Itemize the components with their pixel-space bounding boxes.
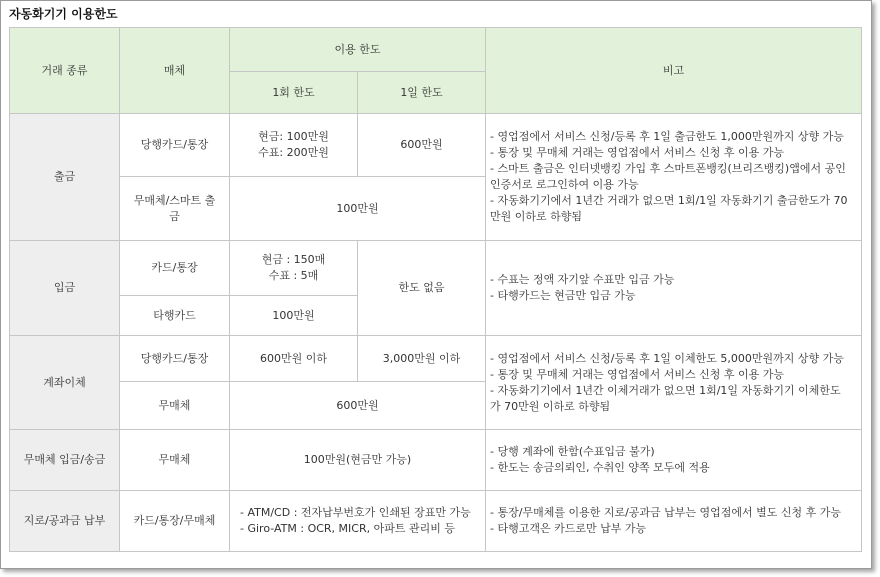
withdraw-note-2: - 통장 및 무매체 거래는 영업점에서 서비스 신청 후 이용 가능 (490, 146, 784, 159)
giro-notes (486, 491, 862, 552)
deposit-note-2: - 타행카드는 현금만 입금 가능 (490, 289, 636, 302)
withdraw-note-4: 인증서로 로그인하여 이용 가능 (490, 178, 639, 191)
transfer-note-4: 가 70만원 이하로 하향됨 (490, 399, 611, 413)
withdraw-once-check: 수표: 200만원 (258, 146, 329, 159)
header-medium: 매체 (120, 28, 230, 114)
giro-limit-atm: - ATM/CD : 전자납부번호가 인쇄된 장표만 가능 (240, 506, 471, 519)
withdraw-note-6: 만원 이하로 하향됨 (490, 210, 583, 223)
deposit-note-1: - 수표는 정액 자기앞 수표만 입금 가능 (490, 273, 675, 286)
header-limit: 이용 한도 (230, 28, 486, 72)
withdraw-row1-once (230, 114, 358, 177)
transfer-note-1: - 영업점에서 서비스 신청/등록 후 1일 이체한도 5,000만원까지 상향 가능 (490, 351, 844, 365)
transfer-row1-day: 3,000만원 이하 (358, 336, 486, 382)
withdraw-row2-medium-line1: 무매체/스마트 출 (133, 193, 216, 207)
withdraw-row2-limit: 100만원 (230, 177, 486, 241)
deposit-row2-medium: 타행카드 (120, 296, 230, 336)
header-per-day: 1일 한도 (358, 72, 486, 114)
transfer-note-3: - 자동화기기에서 1년간 이체거래가 없으면 1회/1일 자동화기기 이체한도 (490, 383, 841, 397)
cardless-notes (486, 430, 862, 491)
transfer-notes (486, 336, 862, 430)
header-per-time: 1회 한도 (230, 72, 358, 114)
giro-note-2: - 타행고객은 카드로만 납부 가능 (490, 522, 647, 535)
deposit-row1-medium: 카드/통장 (120, 241, 230, 296)
withdraw-label: 출금 (10, 114, 120, 241)
withdraw-row2-medium-line2: 금 (169, 209, 180, 223)
cardless-note-2: - 한도는 송금의뢰인, 수취인 양쪽 모두에 적용 (490, 461, 710, 474)
deposit-once-cash: 현금 : 150매 (261, 253, 326, 266)
deposit-notes (486, 241, 862, 336)
header-note: 비고 (486, 28, 862, 114)
cardless-note-1: - 당행 계좌에 한함(수표입금 불가) (490, 445, 655, 458)
transfer-row1-once: 600만원 이하 (230, 336, 358, 382)
giro-medium: 카드/통장/무매체 (120, 491, 230, 552)
transfer-note-2: - 통장 및 무매체 거래는 영업점에서 서비스 신청 후 이용 가능 (490, 367, 784, 381)
cardless-label: 무매체 입금/송금 (10, 430, 120, 491)
deposit-row2-once: 100만원 (230, 296, 358, 336)
header-type: 거래 종류 (10, 28, 120, 114)
withdraw-notes (486, 114, 862, 241)
withdraw-note-1: - 영업점에서 서비스 신청/등록 후 1일 출금한도 1,000만원까지 상향 가능 (490, 130, 844, 143)
transfer-row2-limit: 600만원 (230, 382, 486, 430)
page-title: 자동화기기 이용한도 (9, 7, 118, 21)
transfer-row1-medium: 당행카드/통장 (120, 336, 230, 382)
withdraw-row2-medium (120, 177, 230, 241)
atm-limits-table (9, 27, 862, 552)
withdraw-note-5: - 자동화기기에서 1년간 거래가 없으면 1회/1일 자동화기기 출금한도가 70 (490, 194, 848, 207)
deposit-label: 입금 (10, 241, 120, 336)
deposit-row1-once (230, 241, 358, 296)
deposit-day: 한도 없음 (358, 241, 486, 336)
deposit-once-check: 수표 : 5매 (268, 269, 319, 282)
withdraw-row1-medium: 당행카드/통장 (120, 114, 230, 177)
withdraw-row1-day: 600만원 (358, 114, 486, 177)
transfer-label: 계좌이체 (10, 336, 120, 430)
giro-label: 지로/공과금 납부 (10, 491, 120, 552)
cardless-limit: 100만원(현금만 가능) (230, 430, 486, 491)
giro-limit-giro-atm: - Giro-ATM : OCR, MICR, 아파트 관리비 등 (240, 522, 455, 535)
withdraw-once-cash: 현금: 100만원 (258, 130, 329, 143)
giro-limit (230, 491, 486, 552)
transfer-row2-medium: 무매체 (120, 382, 230, 430)
cardless-medium: 무매체 (120, 430, 230, 491)
withdraw-note-3: - 스마트 출금은 인터넷뱅킹 가입 후 스마트폰뱅킹(브리즈뱅킹)앱에서 공인 (490, 162, 846, 175)
giro-note-1: - 통장/무매체를 이용한 지로/공과금 납부는 영업점에서 별도 신청 후 가능 (490, 506, 842, 519)
